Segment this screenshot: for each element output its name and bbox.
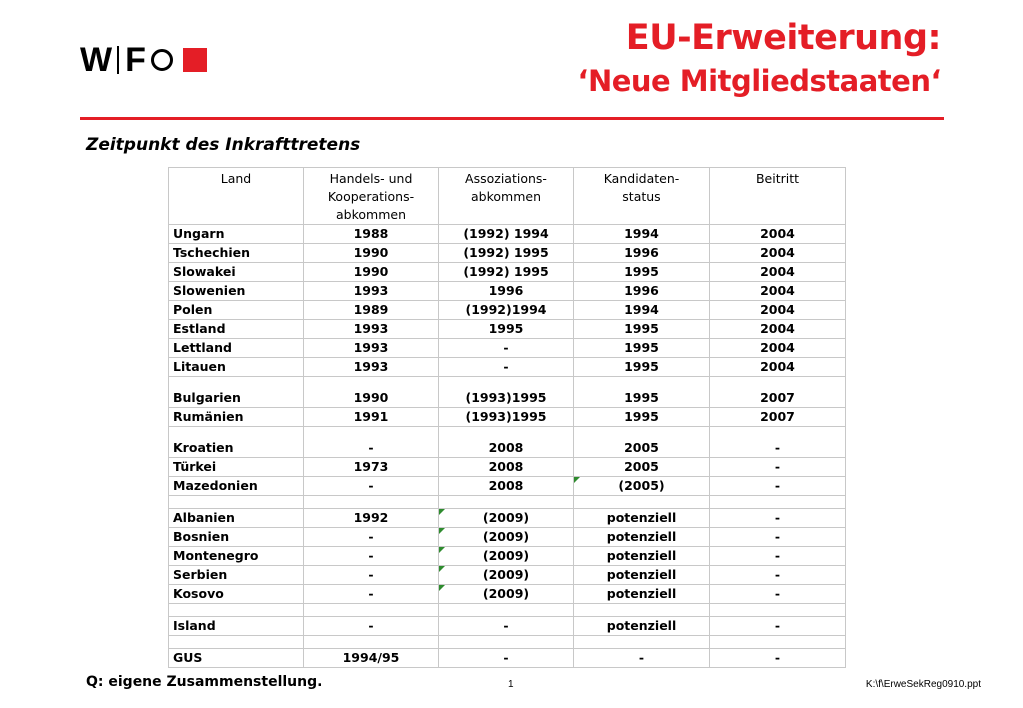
table-header-row — [169, 168, 846, 225]
spacer-cell — [574, 604, 710, 617]
table-row — [169, 263, 846, 282]
value-cell: 1991 — [304, 408, 439, 427]
logo-circle-icon — [151, 49, 173, 71]
comment-marker-icon — [574, 477, 580, 483]
spacer-cell — [304, 496, 439, 509]
value-cell: - — [439, 339, 574, 358]
spacer-cell — [169, 636, 304, 649]
source-note: Q: eigene Zusammenstellung. — [86, 674, 323, 690]
value-cell: 2004 — [710, 225, 846, 244]
value-cell: - — [304, 547, 439, 566]
value-cell: 2004 — [710, 244, 846, 263]
value-cell: 1995 — [574, 320, 710, 339]
page-subtitle: ‘Neue Mitgliedstaaten‘ — [577, 64, 941, 98]
value-cell: 1993 — [304, 282, 439, 301]
country-cell: Mazedonien — [169, 477, 304, 496]
value-cell: 1995 — [574, 339, 710, 358]
table-row — [169, 358, 846, 377]
value-cell: (2009) — [439, 509, 574, 528]
value-cell: 1993 — [304, 358, 439, 377]
value-cell: 1990 — [304, 263, 439, 282]
comment-marker-icon — [439, 566, 445, 572]
header-divider — [80, 117, 944, 120]
table-row — [169, 377, 846, 408]
value-cell: - — [574, 649, 710, 668]
accession-table — [168, 167, 846, 668]
table-row — [169, 225, 846, 244]
country-cell: Kosovo — [169, 585, 304, 604]
value-cell: potenziell — [574, 585, 710, 604]
value-cell: (2009) — [439, 585, 574, 604]
page-title: EU-Erweiterung: — [625, 18, 941, 58]
value-cell: - — [304, 617, 439, 636]
value-cell: (1992) 1995 — [439, 244, 574, 263]
value-cell: 2004 — [710, 339, 846, 358]
value-cell: 1988 — [304, 225, 439, 244]
value-cell: potenziell — [574, 566, 710, 585]
value-cell: potenziell — [574, 547, 710, 566]
value-cell: - — [710, 509, 846, 528]
value-cell: 1992 — [304, 509, 439, 528]
value-cell: 1994 — [574, 225, 710, 244]
page-number: 1 — [508, 679, 514, 690]
value-cell: - — [304, 585, 439, 604]
wifo-logo — [80, 40, 207, 80]
value-cell: 2004 — [710, 263, 846, 282]
comment-marker-icon — [439, 547, 445, 553]
spacer-row — [169, 496, 846, 509]
logo-text-w: W — [80, 41, 114, 79]
country-cell: Türkei — [169, 458, 304, 477]
country-cell: GUS — [169, 649, 304, 668]
table-row — [169, 528, 846, 547]
value-cell: 2004 — [710, 320, 846, 339]
table-row — [169, 282, 846, 301]
value-cell: - — [304, 427, 439, 458]
table-row — [169, 617, 846, 636]
value-cell: 2005 — [574, 427, 710, 458]
value-cell: 2004 — [710, 358, 846, 377]
value-cell: - — [304, 528, 439, 547]
country-cell: Lettland — [169, 339, 304, 358]
spacer-cell — [710, 496, 846, 509]
value-cell: 2008 — [439, 477, 574, 496]
value-cell: 1994/95 — [304, 649, 439, 668]
value-cell: 1995 — [574, 358, 710, 377]
logo-square-icon — [183, 48, 207, 72]
value-cell: 1996 — [439, 282, 574, 301]
value-cell: (2009) — [439, 547, 574, 566]
table-row — [169, 427, 846, 458]
value-cell: 2004 — [710, 282, 846, 301]
logo-divider — [117, 46, 119, 74]
value-cell: 1995 — [574, 377, 710, 408]
value-cell: (2005) — [574, 477, 710, 496]
country-cell: Rumänien — [169, 408, 304, 427]
table-row — [169, 509, 846, 528]
spacer-row — [169, 604, 846, 617]
value-cell: potenziell — [574, 509, 710, 528]
value-cell: - — [304, 477, 439, 496]
value-cell: 1993 — [304, 339, 439, 358]
table-row — [169, 477, 846, 496]
country-cell: Polen — [169, 301, 304, 320]
value-cell: 2008 — [439, 458, 574, 477]
country-cell: Slowenien — [169, 282, 304, 301]
logo-text-f: F — [125, 41, 147, 79]
country-cell: Bulgarien — [169, 377, 304, 408]
value-cell: 2007 — [710, 377, 846, 408]
value-cell: (1993)1995 — [439, 408, 574, 427]
section-heading: Zeitpunkt des Inkrafttretens — [86, 135, 361, 155]
country-cell: Tschechien — [169, 244, 304, 263]
table-row — [169, 566, 846, 585]
value-cell: 2004 — [710, 301, 846, 320]
table-row — [169, 339, 846, 358]
spacer-cell — [439, 496, 574, 509]
value-cell: 1994 — [574, 301, 710, 320]
spacer-cell — [710, 636, 846, 649]
table-row — [169, 585, 846, 604]
spacer-cell — [574, 636, 710, 649]
table-row — [169, 458, 846, 477]
value-cell: - — [710, 649, 846, 668]
country-cell: Estland — [169, 320, 304, 339]
file-path: K:\f\ErweSekReg0910.ppt — [865, 679, 981, 690]
table-row — [169, 547, 846, 566]
value-cell: 1996 — [574, 282, 710, 301]
country-cell: Montenegro — [169, 547, 304, 566]
value-cell: - — [710, 528, 846, 547]
table-row — [169, 301, 846, 320]
value-cell: 1973 — [304, 458, 439, 477]
value-cell: - — [304, 566, 439, 585]
value-cell: 2005 — [574, 458, 710, 477]
value-cell: 1996 — [574, 244, 710, 263]
country-cell: Serbien — [169, 566, 304, 585]
comment-marker-icon — [439, 528, 445, 534]
spacer-cell — [169, 496, 304, 509]
country-cell: Slowakei — [169, 263, 304, 282]
table-row — [169, 320, 846, 339]
country-cell: Ungarn — [169, 225, 304, 244]
value-cell: 1990 — [304, 244, 439, 263]
comment-marker-icon — [439, 585, 445, 591]
value-cell: potenziell — [574, 528, 710, 547]
value-cell: - — [710, 427, 846, 458]
header-kandidatenstatus: Kandidaten- status — [574, 168, 710, 225]
value-cell: - — [710, 585, 846, 604]
value-cell: - — [710, 458, 846, 477]
value-cell: 1989 — [304, 301, 439, 320]
value-cell: (2009) — [439, 528, 574, 547]
value-cell: 1990 — [304, 377, 439, 408]
header-assoziationsabkommen: Assoziations- abkommen — [439, 168, 574, 225]
country-cell: Kroatien — [169, 427, 304, 458]
spacer-cell — [439, 636, 574, 649]
spacer-cell — [574, 496, 710, 509]
spacer-cell — [169, 604, 304, 617]
value-cell: - — [710, 566, 846, 585]
spacer-row — [169, 636, 846, 649]
spacer-cell — [439, 604, 574, 617]
value-cell: - — [439, 358, 574, 377]
value-cell: 2007 — [710, 408, 846, 427]
value-cell: - — [710, 477, 846, 496]
header-land: Land — [169, 168, 304, 225]
value-cell: - — [439, 617, 574, 636]
value-cell: - — [710, 617, 846, 636]
table-row — [169, 649, 846, 668]
value-cell: (1992) 1995 — [439, 263, 574, 282]
table-row — [169, 244, 846, 263]
value-cell: 1995 — [574, 408, 710, 427]
value-cell: (1992)1994 — [439, 301, 574, 320]
value-cell: 1993 — [304, 320, 439, 339]
country-cell: Litauen — [169, 358, 304, 377]
country-cell: Island — [169, 617, 304, 636]
country-cell: Albanien — [169, 509, 304, 528]
value-cell: (1992) 1994 — [439, 225, 574, 244]
value-cell: 1995 — [439, 320, 574, 339]
comment-marker-icon — [439, 509, 445, 515]
header-beitritt: Beitritt — [710, 168, 846, 225]
spacer-cell — [710, 604, 846, 617]
value-cell: (1993)1995 — [439, 377, 574, 408]
header-handelsabkommen: Handels- und Kooperations- abkommen — [304, 168, 439, 225]
spacer-cell — [304, 604, 439, 617]
spacer-cell — [304, 636, 439, 649]
table-row — [169, 408, 846, 427]
value-cell: 1995 — [574, 263, 710, 282]
value-cell: (2009) — [439, 566, 574, 585]
value-cell: 2008 — [439, 427, 574, 458]
value-cell: potenziell — [574, 617, 710, 636]
country-cell: Bosnien — [169, 528, 304, 547]
value-cell: - — [439, 649, 574, 668]
value-cell: - — [710, 547, 846, 566]
